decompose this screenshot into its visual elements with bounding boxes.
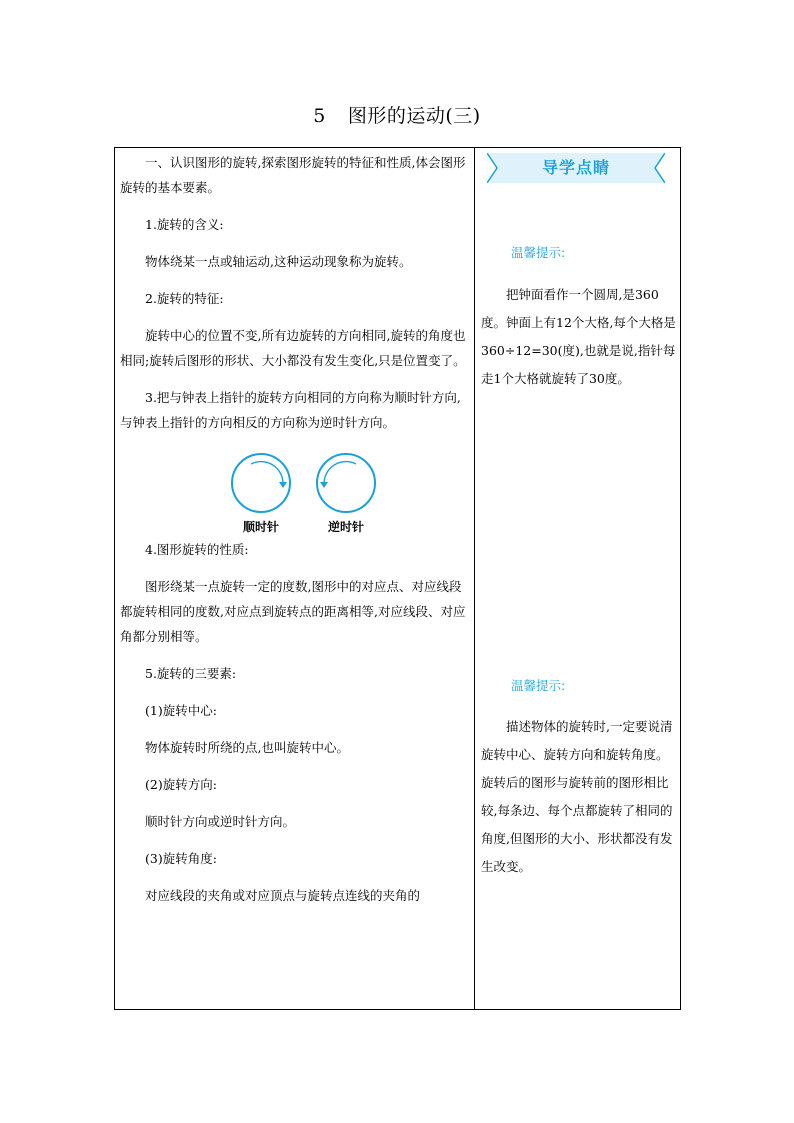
tip-1-text: 把钟面看作一个圆周,是360度。钟面上有12个大格,每个大格是360÷12=30(度),也就是说,指针每走1个大格就旋转了30度。: [481, 287, 676, 386]
item-5-3-body: 对应线段的夹角或对应顶点与旋转点连线的夹角的: [145, 888, 421, 903]
section-number: 5: [313, 105, 326, 127]
section-heading: 一、认识图形的旋转,探索图形旋转的特征和性质,体会图形旋转的基本要素。: [120, 155, 466, 195]
item-5-1-body: 物体旋转时所绕的点,也叫旋转中心。: [145, 740, 349, 755]
item-4-body: 图形绕某一点旋转一定的度数,图形中的对应点、对应线段都旋转相同的度数,对应点到旋转点的距离相等,对应线段、对应角都分别相等。: [120, 579, 466, 644]
item-5-3-head: (3)旋转角度:: [145, 851, 217, 866]
item-5-head: 5.旋转的三要素:: [145, 666, 237, 681]
page-title: [0, 101, 794, 128]
item-5-2-body: 顺时针方向或逆时针方向。: [145, 814, 296, 829]
tip-2-body: [481, 713, 677, 881]
item-4-head: 4.图形旋转的性质:: [145, 542, 249, 557]
clockwise-figure: [229, 451, 293, 535]
item-5-2-head: (2)旋转方向:: [145, 777, 217, 792]
clockwise-label: 顺时针: [242, 520, 279, 534]
clockwise-circle-icon: [229, 451, 293, 515]
guide-banner-title: 导学点睛: [541, 158, 610, 177]
tip-2-text: 描述物体的旋转时,一定要说清旋转中心、旋转方向和旋转角度。旋转后的图形与旋转前的图形相比较,每条边、每个点都旋转了相同的角度,但图形的大小、形状都没有发生改变。: [481, 719, 673, 874]
main-column: [120, 150, 470, 908]
item-2-head: 2.旋转的特征:: [145, 291, 224, 306]
counterclockwise-figure: [314, 451, 378, 535]
rotation-direction-figure: [120, 451, 470, 534]
item-3-body: 3.把与钟表上指针的旋转方向相同的方向称为顺时针方向,与钟表上指针的方向相反的方向称为逆时针方向。: [120, 390, 461, 430]
item-1-head: 1.旋转的含义:: [145, 217, 224, 232]
guide-banner: [487, 153, 665, 183]
item-2-body: 旋转中心的位置不变,所有边旋转的方向相同,旋转的角度也相同;旋转后图形的形状、大小都没有发生变化,只是位置变了。: [120, 328, 466, 368]
tip-1-heading: 温馨提示:: [511, 245, 566, 260]
column-divider: [474, 147, 475, 1010]
counterclockwise-label: 逆时针: [327, 520, 364, 534]
tip-2-heading: 温馨提示:: [511, 678, 566, 693]
section-title: 图形的运动(三): [347, 105, 481, 127]
item-5-1-head: (1)旋转中心:: [145, 703, 217, 718]
item-1-body: 物体绕某一点或轴运动,这种运动现象称为旋转。: [145, 254, 412, 269]
counterclockwise-circle-icon: [314, 451, 378, 515]
tip-1-body: [481, 281, 677, 393]
